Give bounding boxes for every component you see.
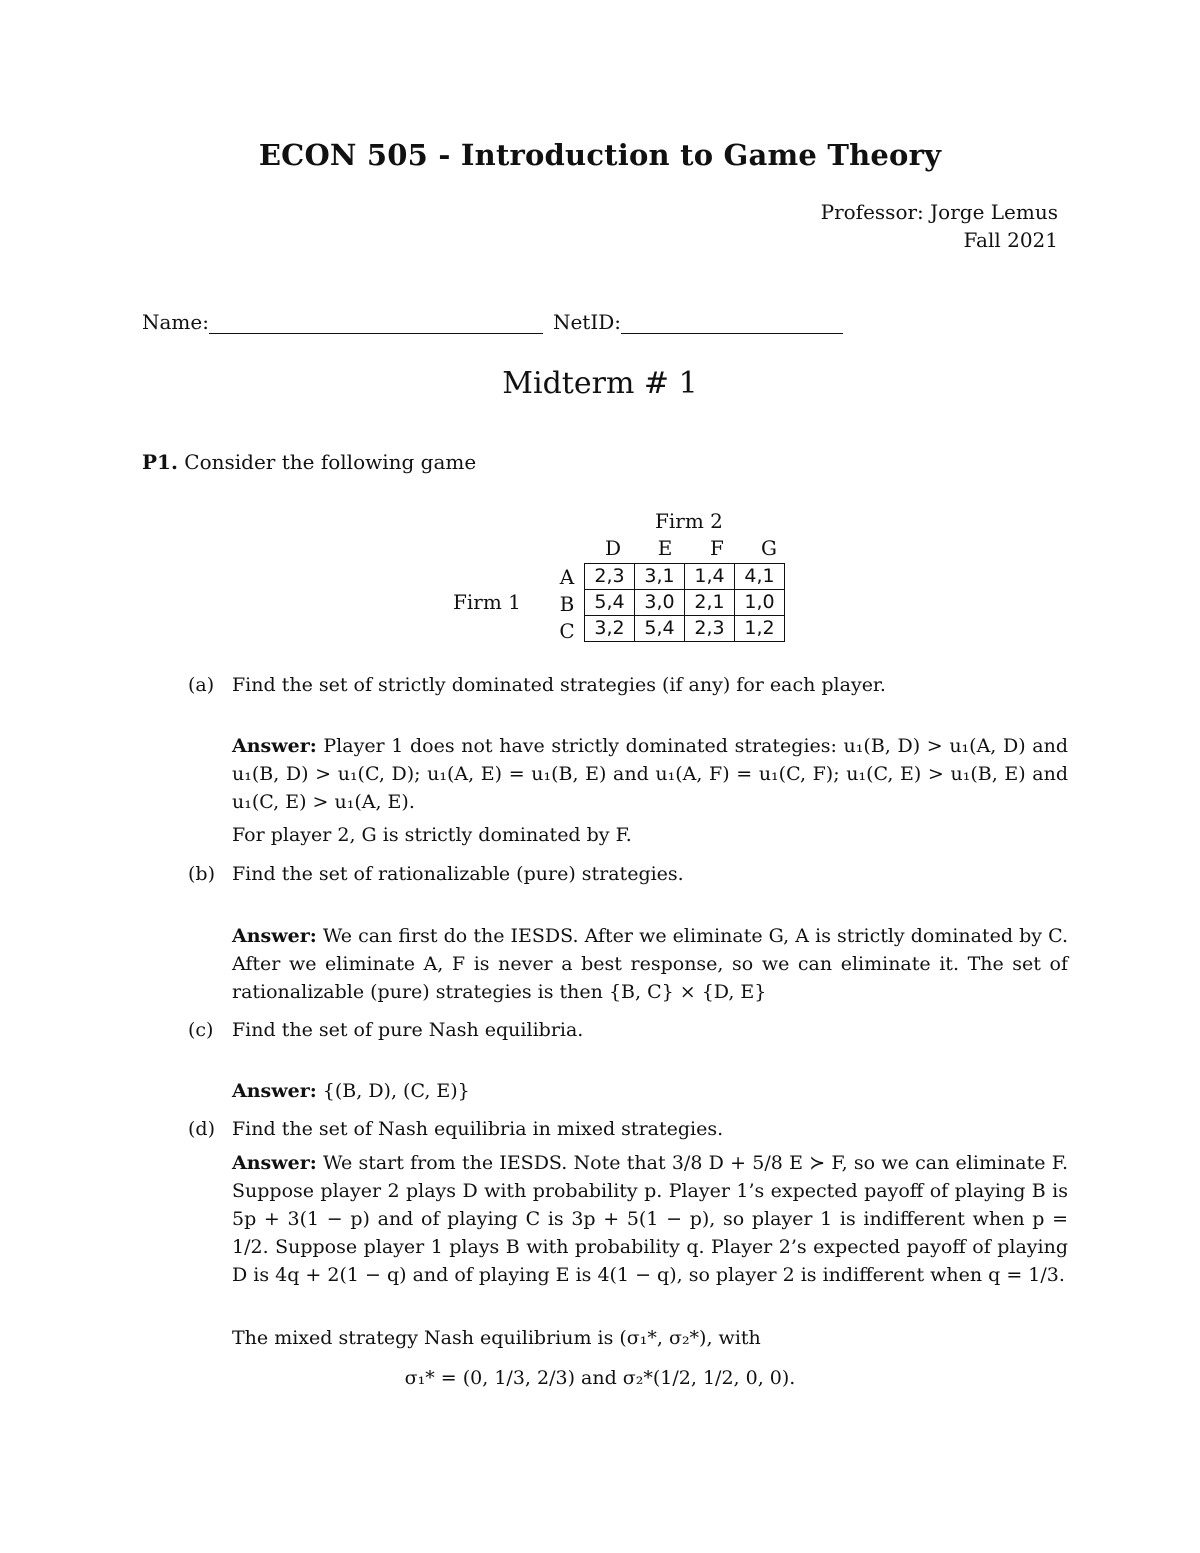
problem-prompt: Consider the following game	[184, 450, 477, 474]
payoff-cell: 1,0	[735, 590, 785, 616]
row-header-a: A	[559, 565, 575, 589]
table-row	[585, 564, 785, 590]
part-question: Find the set of strictly dominated strategies (if any) for each player.	[232, 674, 886, 696]
part-d-answer	[232, 1149, 1068, 1289]
answer-text: We can first do the IESDS. After we eliminate G, A is strictly dominated by C. After we eliminate A, F is never a best response, so we can eliminate it. The set of rationalizable (pure) strategies is then {B, C} × {D, E}	[232, 925, 1068, 1003]
part-a-question	[188, 671, 1068, 701]
answer-label: Answer:	[232, 735, 317, 757]
payoff-matrix	[584, 563, 785, 642]
exam-title: Midterm # 1	[502, 366, 698, 401]
equilibrium-equation: σ₁* = (0, 1/3, 2/3) and σ₂*(1/2, 1/2, 0, 0).	[404, 1367, 796, 1389]
part-d-question	[188, 1115, 1068, 1145]
part-a-answer	[232, 732, 1068, 816]
problem-heading	[142, 450, 476, 474]
professor-line: Professor: Jorge Lemus	[820, 200, 1058, 224]
part-question: Find the set of rationalizable (pure) strategies.	[232, 863, 684, 885]
payoff-cell: 2,3	[585, 564, 635, 590]
part-label: (d)	[188, 1118, 215, 1140]
player2-label: Firm 2	[655, 509, 723, 533]
payoff-cell: 3,2	[585, 616, 635, 642]
table-row	[585, 590, 785, 616]
col-header-d: D	[604, 536, 622, 560]
answer-text: Player 1 does not have strictly dominated strategies: u₁(B, D) > u₁(A, D) and u₁(B, D) > u₁(C, D); u₁(A, E) = u₁(B, E) and u₁(A, F) = u₁(C, F); u₁(C, E) > u₁(B, E) and u₁(C, E) > u₁(A, E).	[232, 735, 1069, 813]
payoff-cell: 5,4	[585, 590, 635, 616]
part-label: (a)	[188, 674, 215, 696]
answer-text: {(B, D), (C, E)}	[322, 1080, 470, 1102]
payoff-cell: 1,2	[735, 616, 785, 642]
part-question: Find the set of Nash equilibria in mixed strategies.	[232, 1118, 724, 1140]
name-netid-bar	[142, 310, 843, 334]
course-title: ECON 505 - Introduction to Game Theory	[258, 138, 942, 172]
row-header-c: C	[559, 619, 575, 643]
row-header-b: B	[559, 592, 575, 616]
term-line: Fall 2021	[963, 228, 1058, 252]
answer-text: We start from the IESDS. Note that 3/8 D + 5/8 E ≻ F, so we can eliminate F. Suppose player 2 plays D with probability p. Player 1’s expected payoff of playing B is 5p + 3(1 − p) and of playing C is 3p + 5(1 − p), so player 1 is indifferent when p = 1/2. Suppose player 1 plays B with probability q. Player 2’s expected payoff of playing D is 4q + 2(1 − q) and of playing E is 4(1 − q), so player 2 is indifferent when q = 1/3.	[232, 1152, 1068, 1286]
problem-label: P1.	[142, 450, 178, 474]
answer-label: Answer:	[232, 1080, 317, 1102]
payoff-cell: 2,1	[685, 590, 735, 616]
part-a-answer-2	[232, 821, 1068, 849]
payoff-cell: 3,0	[635, 590, 685, 616]
part-c-answer	[232, 1077, 1068, 1105]
part-label: (c)	[188, 1019, 214, 1041]
player1-label: Firm 1	[453, 590, 521, 614]
part-d-answer-2	[232, 1324, 1068, 1352]
payoff-cell: 5,4	[635, 616, 685, 642]
col-header-e: E	[657, 536, 673, 560]
answer-text: The mixed strategy Nash equilibrium is (σ₁*, σ₂*), with	[232, 1327, 761, 1349]
payoff-cell: 4,1	[735, 564, 785, 590]
name-label: Name:	[142, 310, 209, 334]
netid-field[interactable]	[621, 311, 843, 334]
col-header-g: G	[761, 536, 777, 560]
answer-text: For player 2, G is strictly dominated by F.	[232, 824, 632, 846]
part-question: Find the set of pure Nash equilibria.	[232, 1019, 584, 1041]
netid-label: NetID:	[552, 310, 622, 334]
part-b-answer	[232, 922, 1068, 1006]
part-b-question	[188, 860, 1068, 890]
payoff-cell: 3,1	[635, 564, 685, 590]
payoff-cell: 2,3	[685, 616, 735, 642]
payoff-cell: 1,4	[685, 564, 735, 590]
part-label: (b)	[188, 863, 215, 885]
name-field[interactable]	[209, 311, 543, 334]
answer-label: Answer:	[232, 1152, 317, 1174]
col-header-f: F	[710, 536, 724, 560]
answer-label: Answer:	[232, 925, 317, 947]
part-c-question	[188, 1016, 1068, 1046]
table-row	[585, 616, 785, 642]
